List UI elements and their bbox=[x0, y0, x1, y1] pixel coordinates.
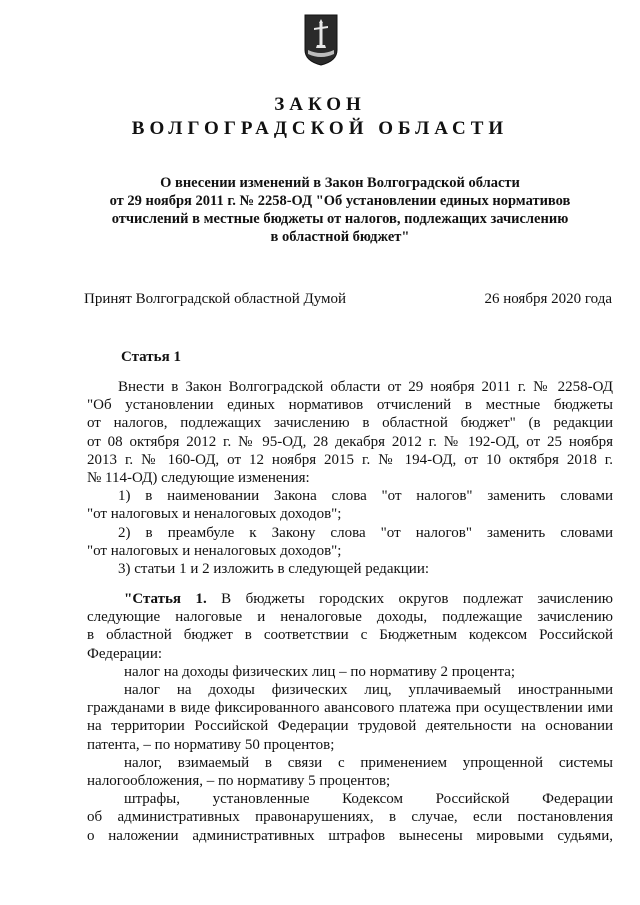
text-line: 2013 г. № 160-ОД, от 12 ноября 2015 г. № 194-ОД, от 10 октября 2018 г. bbox=[87, 451, 613, 468]
text-line: в областной бюджет в соответствии с Бюджетным кодексом Российской bbox=[87, 627, 613, 644]
article-intro bbox=[87, 378, 613, 578]
text-line: "от налоговых и неналоговых доходов"; bbox=[87, 506, 342, 523]
text-line: об административных правонарушениях, в случае, если постановления bbox=[87, 809, 613, 826]
text-line: Федерации: bbox=[87, 645, 163, 662]
text-line: 2) в преамбуле к Закону слова "от налогов" заменить словами bbox=[118, 524, 613, 541]
text-line: следующие налоговые и неналоговые доходы, подлежащие зачислению bbox=[87, 609, 613, 626]
text-line: № 114-ОД) следующие изменения: bbox=[87, 470, 310, 487]
law-title: ЗАКОН bbox=[274, 94, 366, 115]
article-heading: Статья 1 bbox=[121, 349, 181, 365]
adopted-by: Принят Волгоградской областной Думой bbox=[84, 291, 347, 307]
region-title: ВОЛГОГРАДСКОЙ ОБЛАСТИ bbox=[131, 118, 509, 139]
text-line: о наложении административных штрафов вынесены мировыми судьями, bbox=[87, 827, 613, 844]
text-line: штрафы, установленные Кодексом Российской Федерации bbox=[124, 791, 613, 808]
adoption-date: 26 ноября 2020 года bbox=[484, 291, 612, 307]
text-line: "Об установлении единых нормативов отчислений в местные бюджеты bbox=[87, 397, 613, 414]
text-fragment: В бюджеты городских округов подлежат зачислению bbox=[206, 591, 613, 607]
new-article-text bbox=[87, 590, 613, 845]
text-line: 3) статьи 1 и 2 изложить в следующей редакции: bbox=[118, 561, 430, 578]
text-line: гражданами в виде фиксированного авансового платежа при осуществлении ими bbox=[87, 700, 613, 717]
subject-line: отчислений в местные бюджеты от налогов, подлежащих зачислению bbox=[111, 211, 569, 227]
text-line: налог, взимаемый в связи с применением упрощенной системы bbox=[124, 754, 613, 771]
law-subject bbox=[80, 174, 600, 246]
text-line: налог на доходы физических лиц – по нормативу 2 процента; bbox=[124, 663, 516, 680]
text-line: "от налоговых и неналоговых доходов"; bbox=[87, 542, 342, 559]
coat-of-arms-icon bbox=[304, 14, 338, 66]
subject-line: в областной бюджет" bbox=[270, 229, 410, 245]
text-line: налогообложения, – по нормативу 5 процентов; bbox=[87, 773, 391, 790]
text-line: от налогов, подлежащих зачислению в областной бюджет" (в редакции bbox=[87, 415, 613, 432]
text-line: 1) в наименовании Закона слова "от налогов" заменить словами bbox=[118, 488, 613, 505]
text-line: патента, – по нормативу 50 процентов; bbox=[87, 736, 335, 753]
text-line: налог на доходы физических лиц, уплачиваемый иностранными bbox=[124, 682, 613, 699]
text-line: от 08 октября 2012 г. № 95-ОД, 28 декабря 2012 г. № 192-ОД, от 25 ноября bbox=[87, 433, 613, 450]
subject-line: от 29 ноября 2011 г. № 2258-ОД "Об установлении единых нормативов bbox=[109, 193, 571, 209]
text-line: на территории Российской Федерации трудовой деятельности на основании bbox=[87, 718, 613, 735]
subject-line: О внесении изменений в Закон Волгоградской области bbox=[160, 175, 520, 191]
new-article-heading: "Статья 1. bbox=[124, 591, 207, 607]
text-line bbox=[87, 590, 613, 608]
text-line: Внести в Закон Волгоградской области от 29 ноября 2011 г. № 2258-ОД bbox=[118, 379, 613, 395]
